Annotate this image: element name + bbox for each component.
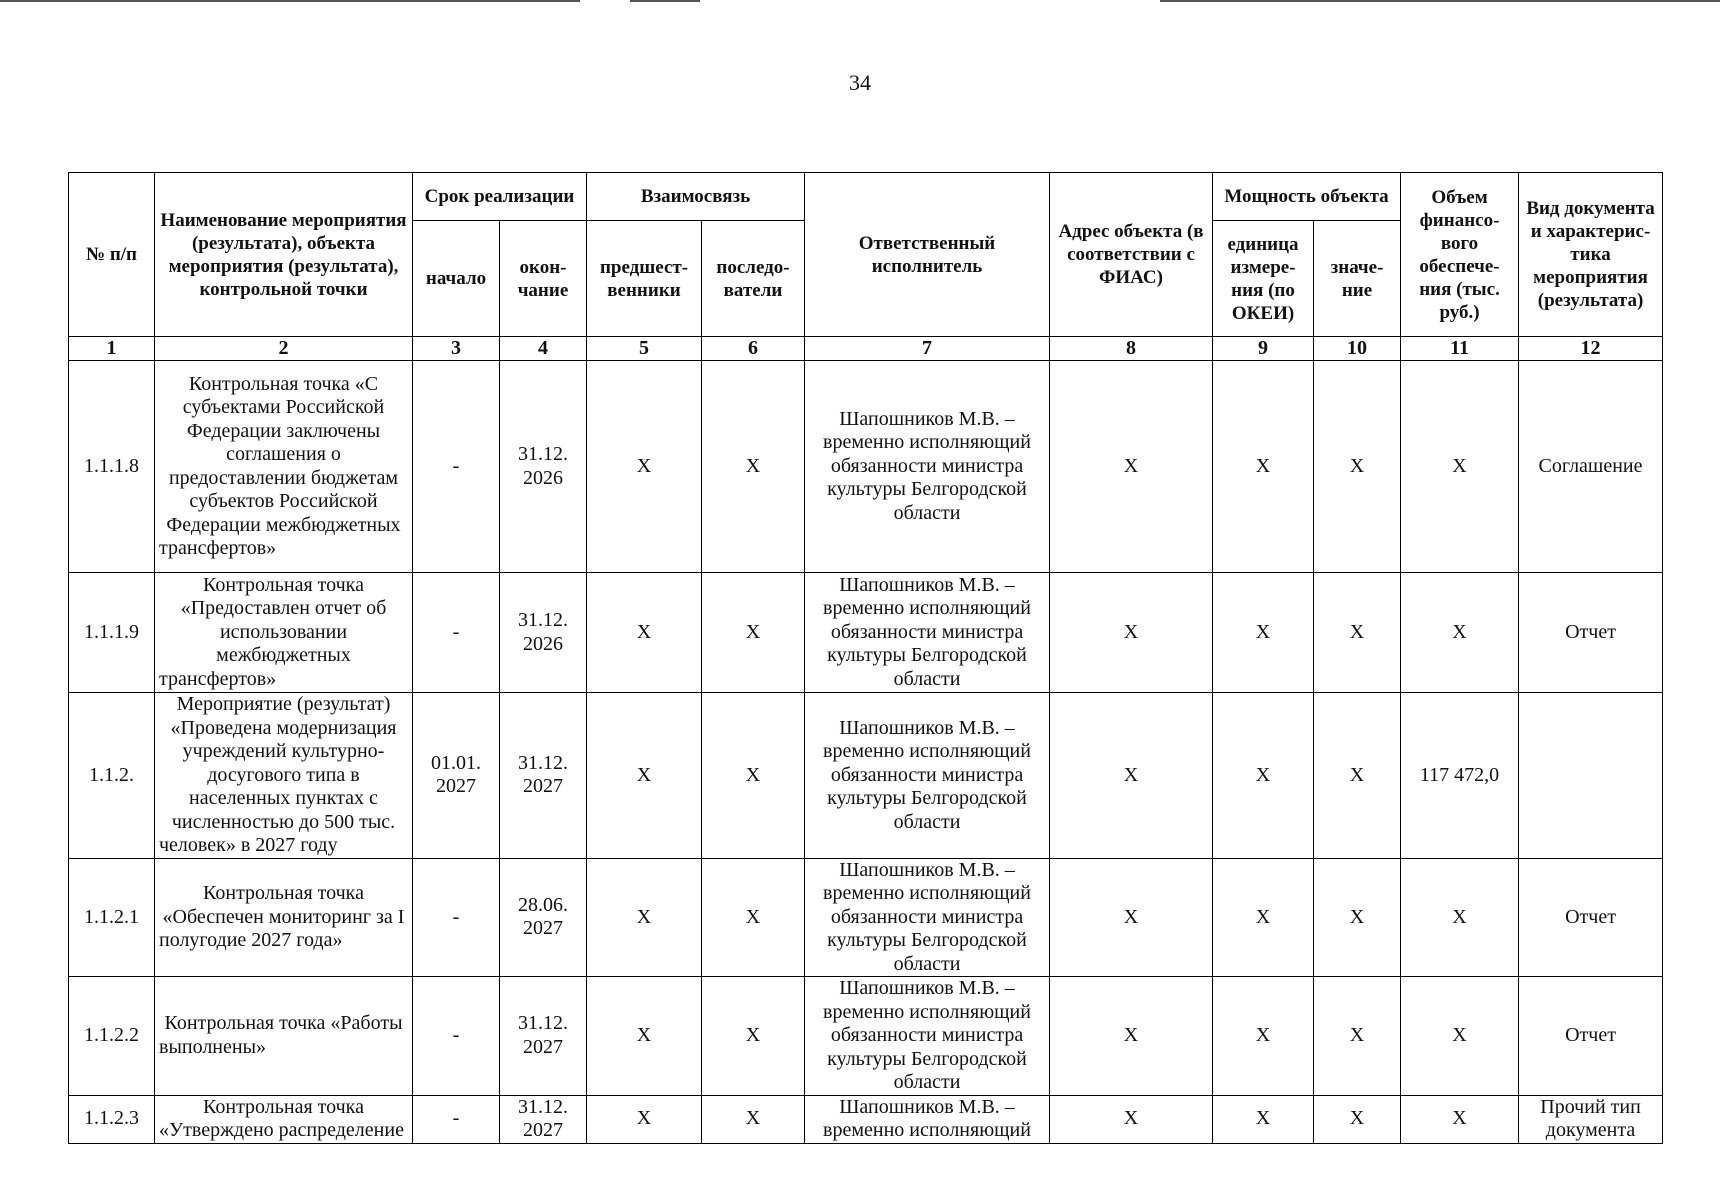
row-num: 1.1.2.: [69, 693, 155, 859]
row-unit: Х: [1213, 977, 1314, 1096]
column-number: 9: [1213, 337, 1314, 361]
row-name: Контрольная точка «Утверждено распределение: [155, 1095, 413, 1143]
table-row: [69, 573, 1663, 693]
row-end: 31.12. 2027: [500, 1095, 587, 1143]
row-finance: Х: [1401, 573, 1519, 693]
row-end: 31.12. 2026: [500, 361, 587, 573]
column-number: 10: [1314, 337, 1401, 361]
row-num: 1.1.2.2: [69, 977, 155, 1096]
row-succ: Х: [702, 1095, 805, 1143]
row-value: Х: [1314, 361, 1401, 573]
column-number: 2: [155, 337, 413, 361]
row-executor: Шапошников М.В. – временно исполняющий обязанности министра культуры Белгородской области: [805, 361, 1050, 573]
row-doc: Соглашение: [1519, 361, 1663, 573]
row-end: 31.12. 2027: [500, 977, 587, 1096]
row-value: Х: [1314, 693, 1401, 859]
row-address: Х: [1050, 361, 1213, 573]
row-name: Контрольная точка «С субъектами Российской Федерации заключены соглашения о предоставлении бюджетам субъектов Российской Федерации межбюджетных трансфертов»: [155, 361, 413, 573]
row-executor: Шапошников М.В. – временно исполняющий обязанности министра культуры Белгородской области: [805, 573, 1050, 693]
header-link-pred: предшест-венники: [587, 221, 702, 337]
header-link: Взаимосвязь: [587, 173, 805, 221]
header-term-start: начало: [413, 221, 500, 337]
row-end: 28.06. 2027: [500, 858, 587, 977]
row-unit: Х: [1213, 573, 1314, 693]
header-finance: Объем финансо-вого обеспече-ния (тыс. руб.): [1401, 173, 1519, 337]
row-executor: Шапошников М.В. – временно исполняющий обязанности министра культуры Белгородской области: [805, 858, 1050, 977]
row-doc: Отчет: [1519, 977, 1663, 1096]
row-pred: Х: [587, 1095, 702, 1143]
row-start: -: [413, 361, 500, 573]
row-num: 1.1.2.3: [69, 1095, 155, 1143]
row-pred: Х: [587, 858, 702, 977]
row-value: Х: [1314, 858, 1401, 977]
row-doc: Отчет: [1519, 573, 1663, 693]
header-capacity: Мощность объекта: [1213, 173, 1401, 221]
table-row: [69, 1095, 1663, 1143]
table-row: [69, 858, 1663, 977]
page-top-rule-left: [0, 0, 580, 2]
row-start: -: [413, 573, 500, 693]
plan-table: [68, 172, 1663, 1144]
row-finance: Х: [1401, 361, 1519, 573]
row-name: Контрольная точка «Работы выполнены»: [155, 977, 413, 1096]
row-succ: Х: [702, 858, 805, 977]
header-term: Срок реализации: [413, 173, 587, 221]
row-finance: Х: [1401, 858, 1519, 977]
row-address: Х: [1050, 1095, 1213, 1143]
header-executor: Ответственный исполнитель: [805, 173, 1050, 337]
column-number: 1: [69, 337, 155, 361]
header-term-end: окон-чание: [500, 221, 587, 337]
row-executor: Шапошников М.В. – временно исполняющий обязанности министра культуры Белгородской области: [805, 977, 1050, 1096]
row-unit: Х: [1213, 1095, 1314, 1143]
column-number: 3: [413, 337, 500, 361]
row-name: Мероприятие (результат) «Проведена модернизация учреждений культурно-досугового типа в населенных пунктах с численностью до 500 тыс. человек» в 2027 году: [155, 693, 413, 859]
row-end: 31.12. 2026: [500, 573, 587, 693]
row-start: 01.01. 2027: [413, 693, 500, 859]
row-succ: Х: [702, 977, 805, 1096]
row-pred: Х: [587, 693, 702, 859]
row-executor: Шапошников М.В. – временно исполняющий обязанности министра культуры Белгородской области: [805, 693, 1050, 859]
row-doc: Прочий тип документа: [1519, 1095, 1663, 1143]
row-unit: Х: [1213, 361, 1314, 573]
page-top-rule-mid: [630, 0, 700, 2]
row-address: Х: [1050, 977, 1213, 1096]
row-name: Контрольная точка «Обеспечен мониторинг за I полугодие 2027 года»: [155, 858, 413, 977]
row-pred: Х: [587, 573, 702, 693]
header-link-succ: последо-ватели: [702, 221, 805, 337]
page-top-rule-right: [1160, 0, 1720, 2]
row-unit: Х: [1213, 693, 1314, 859]
column-number: 12: [1519, 337, 1663, 361]
row-unit: Х: [1213, 858, 1314, 977]
row-finance: Х: [1401, 1095, 1519, 1143]
header-cap-value: значе-ние: [1314, 221, 1401, 337]
table-row: [69, 693, 1663, 859]
header-num: № п/п: [69, 173, 155, 337]
header-cap-unit: единица измере-ния (по ОКЕИ): [1213, 221, 1314, 337]
header-name: Наименование мероприятия (результата), объекта мероприятия (результата), контрольной точки: [155, 173, 413, 337]
row-num: 1.1.1.9: [69, 573, 155, 693]
row-address: Х: [1050, 693, 1213, 859]
header-doc: Вид документа и характерис-тика мероприятия (результата): [1519, 173, 1663, 337]
page-number: 34: [849, 70, 871, 95]
row-doc: [1519, 693, 1663, 859]
column-number: 5: [587, 337, 702, 361]
row-executor: Шапошников М.В. – временно исполняющий: [805, 1095, 1050, 1143]
column-number: 7: [805, 337, 1050, 361]
row-num: 1.1.1.8: [69, 361, 155, 573]
row-name: Контрольная точка «Предоставлен отчет об использовании межбюджетных трансфертов»: [155, 573, 413, 693]
column-number: 8: [1050, 337, 1213, 361]
row-succ: Х: [702, 573, 805, 693]
row-start: -: [413, 858, 500, 977]
row-finance: 117 472,0: [1401, 693, 1519, 859]
column-number-row: [69, 337, 1663, 361]
header-address: Адрес объекта (в соответствии с ФИАС): [1050, 173, 1213, 337]
row-end: 31.12. 2027: [500, 693, 587, 859]
row-start: -: [413, 977, 500, 1096]
row-finance: Х: [1401, 977, 1519, 1096]
column-number: 11: [1401, 337, 1519, 361]
row-value: Х: [1314, 573, 1401, 693]
table-row: [69, 977, 1663, 1096]
row-pred: Х: [587, 977, 702, 1096]
column-number: 4: [500, 337, 587, 361]
column-number: 6: [702, 337, 805, 361]
row-value: Х: [1314, 1095, 1401, 1143]
row-start: -: [413, 1095, 500, 1143]
row-address: Х: [1050, 573, 1213, 693]
row-value: Х: [1314, 977, 1401, 1096]
row-address: Х: [1050, 858, 1213, 977]
row-num: 1.1.2.1: [69, 858, 155, 977]
row-doc: Отчет: [1519, 858, 1663, 977]
row-succ: Х: [702, 361, 805, 573]
row-pred: Х: [587, 361, 702, 573]
table-row: [69, 361, 1663, 573]
row-succ: Х: [702, 693, 805, 859]
